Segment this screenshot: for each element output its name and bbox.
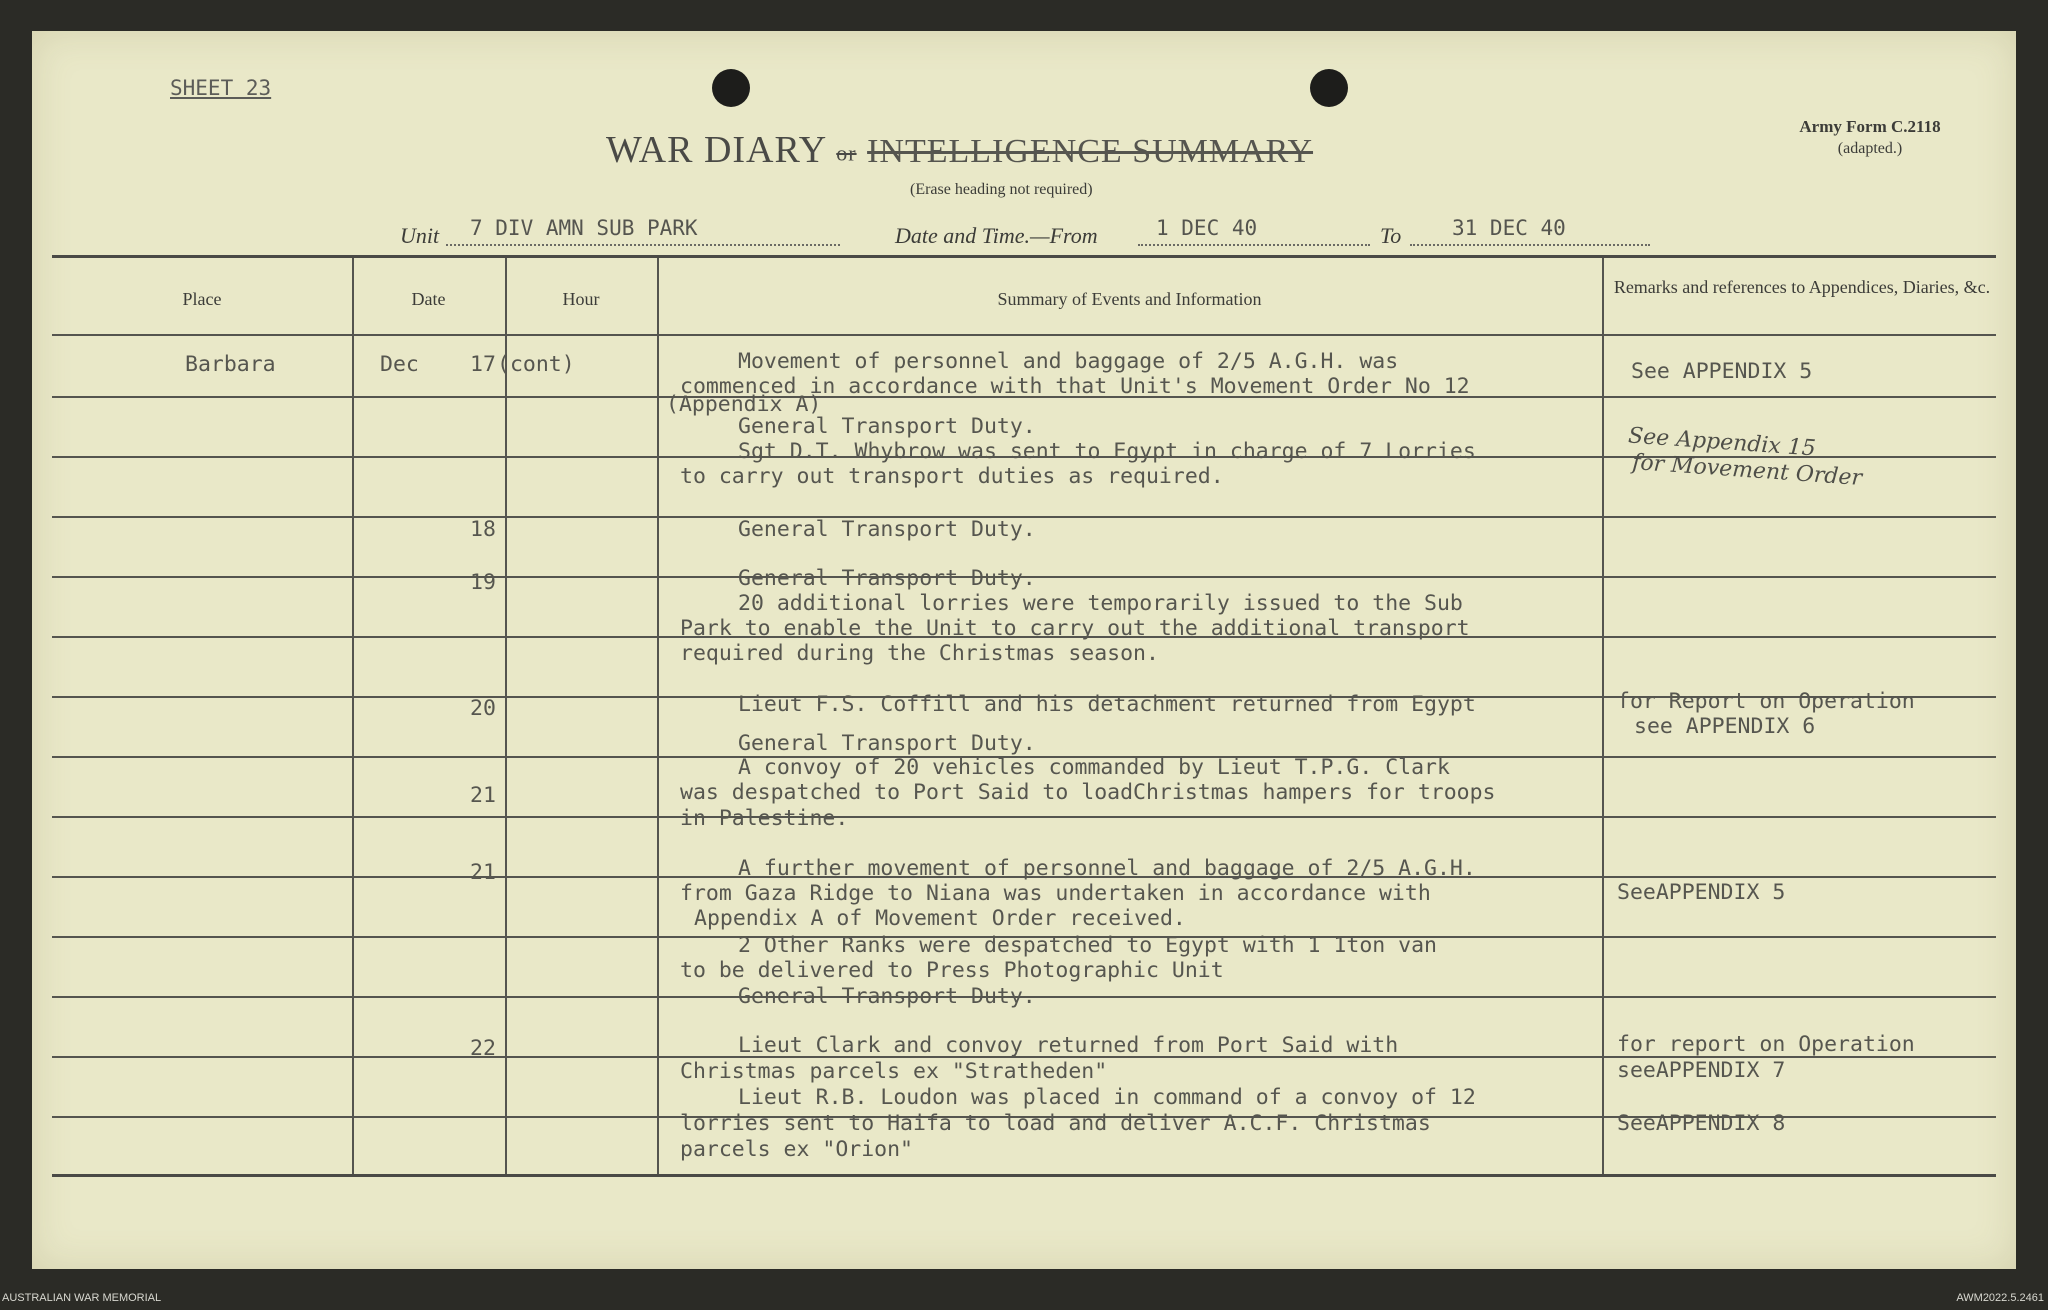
place-value: Barbara — [185, 352, 276, 377]
summary-line: required during the Christmas season. — [680, 641, 1159, 666]
summary-line: commenced in accordance with that Unit's Movement Order No 12 — [680, 374, 1470, 399]
remark-handwritten-1: See Appendix 15 — [1627, 423, 1817, 462]
punch-hole-right — [1310, 69, 1348, 107]
date-19: 19 — [470, 570, 496, 595]
title-war-diary: WAR DIARY — [606, 129, 826, 171]
summary-line: was despatched to Port Said to loadChristmas hampers for troops — [680, 780, 1496, 805]
summary-line: from Gaza Ridge to Niana was undertaken in accordance with — [680, 881, 1431, 906]
summary-line: General Transport Duty. — [738, 731, 1036, 756]
summary-line: 20 additional lorries were temporarily issued to the Sub — [738, 591, 1463, 616]
summary-line: to carry out transport duties as required. — [680, 464, 1224, 489]
army-form-adapted: (adapted.) — [1837, 140, 1903, 157]
from-dotline — [1138, 244, 1370, 246]
remark-appendix-6: see APPENDIX 6 — [1634, 714, 1816, 739]
summary-line: (Appendix A) — [666, 392, 822, 417]
summary-line: Lieut R.B. Loudon was placed in command of a convoy of 12 — [738, 1085, 1476, 1110]
remark-appendix-5b: SeeAPPENDIX 5 — [1617, 880, 1786, 905]
date-18: 18 — [470, 517, 496, 542]
summary-line: Appendix A of Movement Order received. — [694, 906, 1186, 931]
date-22: 22 — [470, 1036, 496, 1061]
unit-dotline — [446, 244, 840, 246]
date-21: 21 — [470, 860, 496, 885]
summary-line: in Palestine. — [680, 806, 849, 831]
summary-line: General Transport Duty. — [738, 984, 1036, 1009]
unit-value: 7 DIV AMN SUB PARK — [470, 216, 698, 240]
summary-line: Movement of personnel and baggage of 2/5 A.G.H. was — [738, 349, 1399, 374]
footer-credit: AUSTRALIAN WAR MEMORIAL — [2, 1292, 162, 1304]
header-summary: Summary of Events and Information — [997, 289, 1262, 309]
summary-line: Park to enable the Unit to carry out the additional transport — [680, 616, 1470, 641]
summary-line: to be delivered to Press Photographic Unit — [680, 958, 1224, 983]
summary-line: Lieut Clark and convoy returned from Port Said with — [738, 1033, 1399, 1058]
date-20: 20 — [470, 696, 496, 721]
header-rule — [52, 334, 1996, 336]
form-title — [606, 128, 1313, 172]
summary-line: General Transport Duty. — [738, 517, 1036, 542]
army-form-number: Army Form C.2118 — [1799, 117, 1941, 136]
to-dotline — [1410, 244, 1650, 246]
date-17: 17 — [470, 352, 496, 377]
header-date: Date — [411, 289, 446, 309]
summary-line: 2 Other Ranks were despatched to Egypt with 1 1ton van — [738, 933, 1437, 958]
summary-line: A convoy of 20 vehicles commanded by Lieut T.P.G. Clark — [738, 755, 1450, 780]
punch-hole-left — [712, 69, 750, 107]
summary-line: Christmas parcels ex "Stratheden" — [680, 1059, 1108, 1084]
to-label: To — [1380, 223, 1402, 248]
army-form-id — [1770, 116, 1970, 160]
erase-note: (Erase heading not required) — [910, 181, 1093, 198]
sheet-label: SHEET 23 — [170, 76, 272, 100]
month-value: Dec — [380, 352, 419, 377]
remark-handwritten-2: for Movement Order — [1631, 450, 1863, 491]
from-value: 1 DEC 40 — [1156, 216, 1258, 240]
remark-appendix-8: SeeAPPENDIX 8 — [1617, 1111, 1786, 1136]
unit-label: Unit — [400, 223, 440, 248]
to-value: 31 DEC 40 — [1452, 216, 1566, 240]
remark-appendix-7: seeAPPENDIX 7 — [1617, 1058, 1786, 1083]
date-from-label: Date and Time.—From — [895, 223, 1098, 248]
summary-line: General Transport Duty. — [738, 566, 1036, 591]
remark-report-7: for report on Operation — [1617, 1032, 1915, 1057]
header-hour: Hour — [562, 289, 600, 309]
summary-line: Sgt D.T. Whybrow was sent to Egypt in charge of 7 Lorries — [738, 439, 1476, 464]
summary-line: A further movement of personnel and baggage of 2/5 A.G.H. — [738, 856, 1476, 881]
rule — [52, 816, 1996, 818]
remark-appendix-5: See APPENDIX 5 — [1631, 359, 1813, 384]
summary-line: parcels ex "Orion" — [680, 1137, 913, 1162]
header-place: Place — [182, 289, 222, 309]
header-remarks: Remarks and references to Appendices, Diaries, &c. — [1613, 277, 1991, 297]
summary-line: General Transport Duty. — [738, 414, 1036, 439]
summary-line: lorries sent to Haifa to load and deliver A.C.F. Christmas — [680, 1111, 1431, 1136]
title-intelligence-summary: INTELLIGENCE SUMMARY — [867, 133, 1314, 170]
footer-accession: AWM2022.5.2461 — [1956, 1292, 2044, 1304]
hour-cont: (cont) — [497, 352, 575, 377]
remark-report-6: for Report on Operation — [1617, 689, 1915, 714]
summary-line: Lieut F.S. Coffill and his detachment returned from Egypt — [738, 692, 1476, 717]
title-or: or — [836, 140, 857, 166]
date-21-struck: 21 — [470, 783, 496, 808]
